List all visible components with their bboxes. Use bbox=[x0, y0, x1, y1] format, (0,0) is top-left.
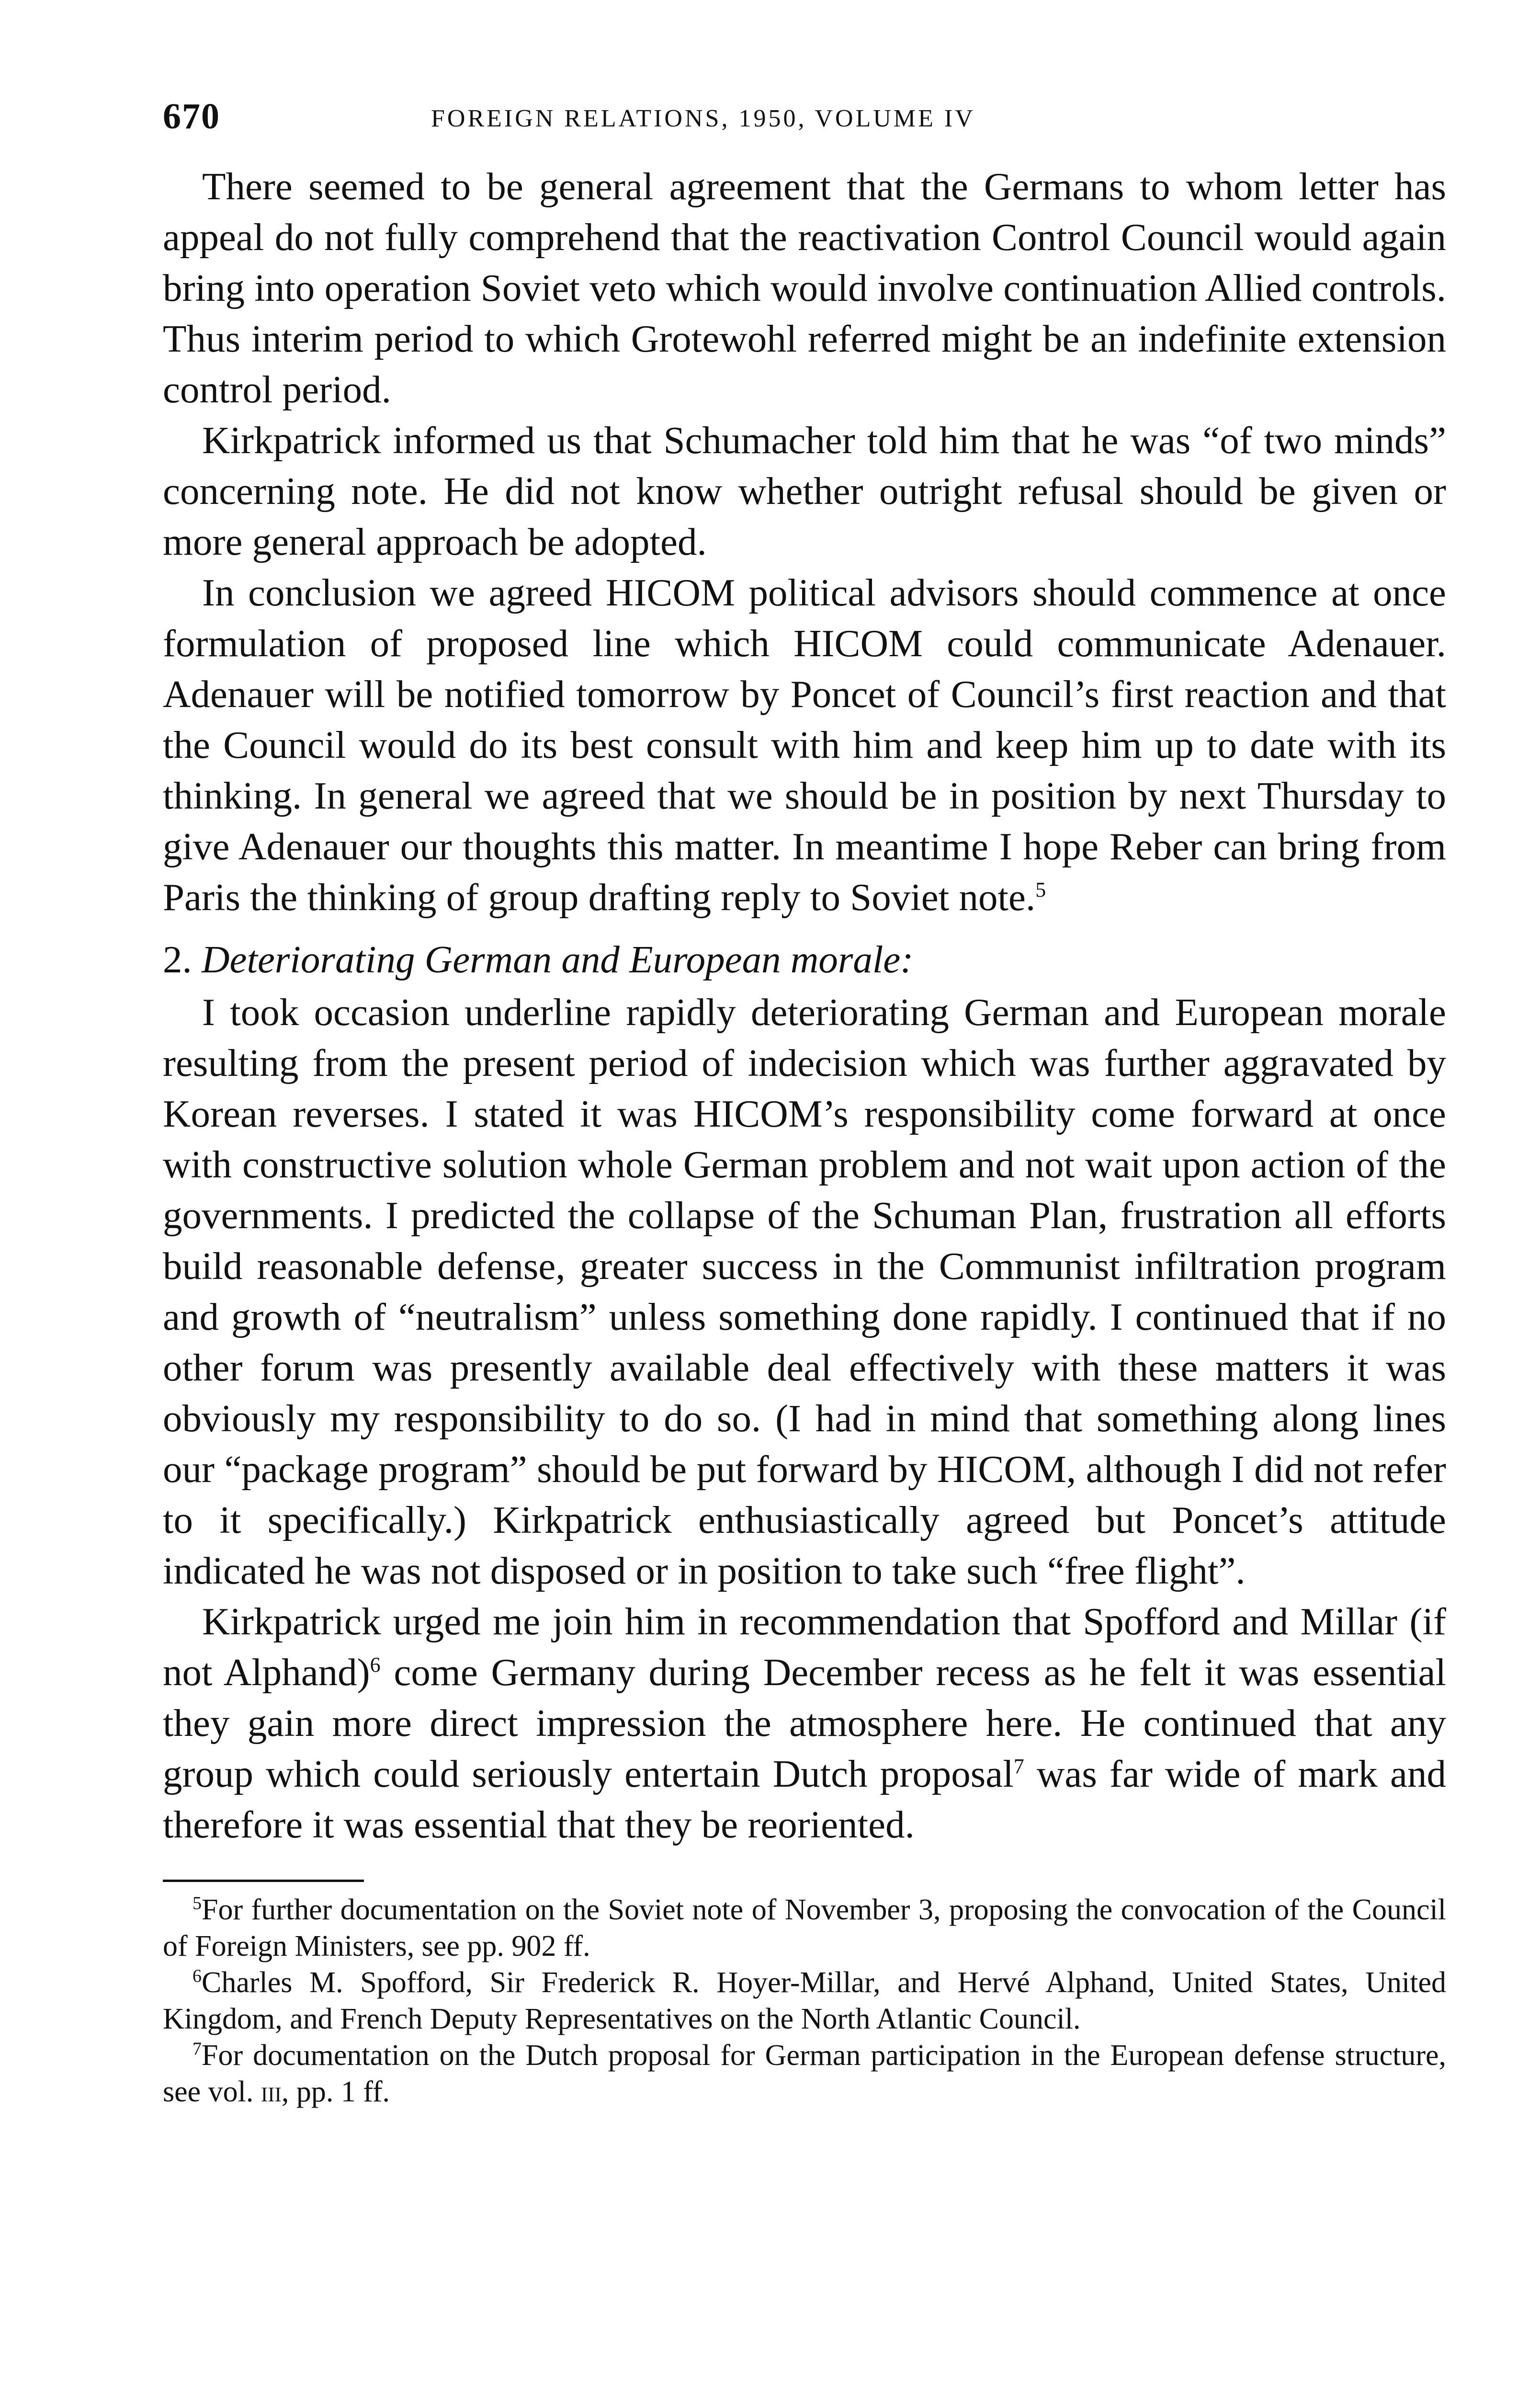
paragraph-3-text: In conclusion we agreed HICOM political advisors should commence at once formulation of proposed line which HICOM could communicate Adenauer. Adenauer will be notified tomorrow by Poncet of Council’s first reaction and that the Council would do its best consult with him and keep him up to date with its thinking. In general we agreed that we should be in position by next Thursday to give Adenauer our thoughts this matter. In meantime I hope Reber can bring from Paris the thinking of group drafting reply to Soviet note. bbox=[163, 571, 1446, 919]
footnote-marker-7: 7 bbox=[192, 2039, 202, 2059]
paragraph-5-text-a: Kirkpatrick urged me join him in recommendation that Spofford and Millar (if not Alphand) bbox=[163, 1600, 1446, 1694]
running-head: FOREIGN RELATIONS, 1950, VOLUME IV bbox=[431, 105, 975, 132]
paragraph-1: There seemed to be general agreement that the Germans to whom letter has appeal do not fully comprehend that the reactivation Control Council would again bring into operation Soviet veto which would involve continuation Allied controls. Thus interim period to which Grotewohl referred might be an indefinite extension control period. bbox=[163, 165, 1446, 411]
footnote-5-text: For further documentation on the Soviet note of November 3, proposing the convocation of the Council of Foreign Ministers, see pp. 902 ff. bbox=[163, 1893, 1446, 1962]
page-header bbox=[163, 96, 1446, 153]
footnote-ref-7[interactable]: 7 bbox=[1013, 1755, 1024, 1778]
footnote-marker-6: 6 bbox=[192, 1966, 202, 1986]
page-number: 670 bbox=[163, 96, 220, 137]
footnote-ref-6[interactable]: 6 bbox=[370, 1653, 381, 1676]
footnote-6 bbox=[163, 1964, 1446, 2037]
paragraph-3 bbox=[163, 567, 1446, 923]
section-title: Deteriorating German and European morale: bbox=[202, 938, 914, 981]
body-text bbox=[163, 161, 1446, 1850]
footnote-7-text-a: For documentation on the Dutch proposal for German participation in the European defense structure, see vol. bbox=[163, 2039, 1446, 2108]
footnote-divider bbox=[163, 1880, 364, 1882]
paragraph-5 bbox=[163, 1596, 1446, 1850]
section-heading bbox=[163, 934, 1446, 985]
footnote-6-text: Charles M. Spofford, Sir Frederick R. Hoyer-Millar, and Hervé Alphand, United States, United Kingdom, and French Deputy Representatives on the North Atlantic Council. bbox=[163, 1966, 1446, 2035]
footnote-7-volume: iii bbox=[260, 2076, 282, 2108]
footnote-7-text-b: , pp. 1 ff. bbox=[281, 2076, 390, 2108]
document-page bbox=[163, 96, 1446, 2110]
paragraph-2: Kirkpatrick informed us that Schumacher told him that he was “of two minds” concerning note. He did not know whether outright refusal should be given or more general approach be adopted. bbox=[163, 419, 1446, 563]
paragraph-4: I took occasion underline rapidly deteriorating German and European morale resulting from the present period of indecision which was further aggravated by Korean reverses. I stated it was HICOM’s responsibility come forward at once with constructive solution whole German problem and not wait upon action of the governments. I predicted the collapse of the Schuman Plan, frustration all efforts build reasonable defense, greater success in the Communist infiltration program and growth of “neutralism” unless something done rapidly. I continued that if no other forum was presently available deal effectively with these matters it was obviously my responsibility to do so. (I had in mind that something along lines our “package program” should be put forward by HICOM, although I did not refer to it specifically.) Kirkpatrick enthusiastically agreed but Poncet’s attitude indicated he was not disposed or in position to take such “free flight”. bbox=[163, 991, 1446, 1592]
footnote-marker-5: 5 bbox=[192, 1893, 202, 1914]
footnote-ref-5[interactable]: 5 bbox=[1035, 878, 1046, 901]
footnote-7 bbox=[163, 2037, 1446, 2110]
paragraph-5-text-b: come Germany during December recess as he felt it was essential they gain more direct impression the atmosphere here. He continued that any group which could seriously entertain Dutch proposal bbox=[163, 1651, 1446, 1795]
paragraph-5-text-c: was far wide of mark and therefore it was essential that they be reoriented. bbox=[163, 1752, 1446, 1846]
footnotes bbox=[163, 1892, 1446, 2110]
footnote-5 bbox=[163, 1892, 1446, 1964]
section-number: 2. bbox=[163, 938, 192, 981]
